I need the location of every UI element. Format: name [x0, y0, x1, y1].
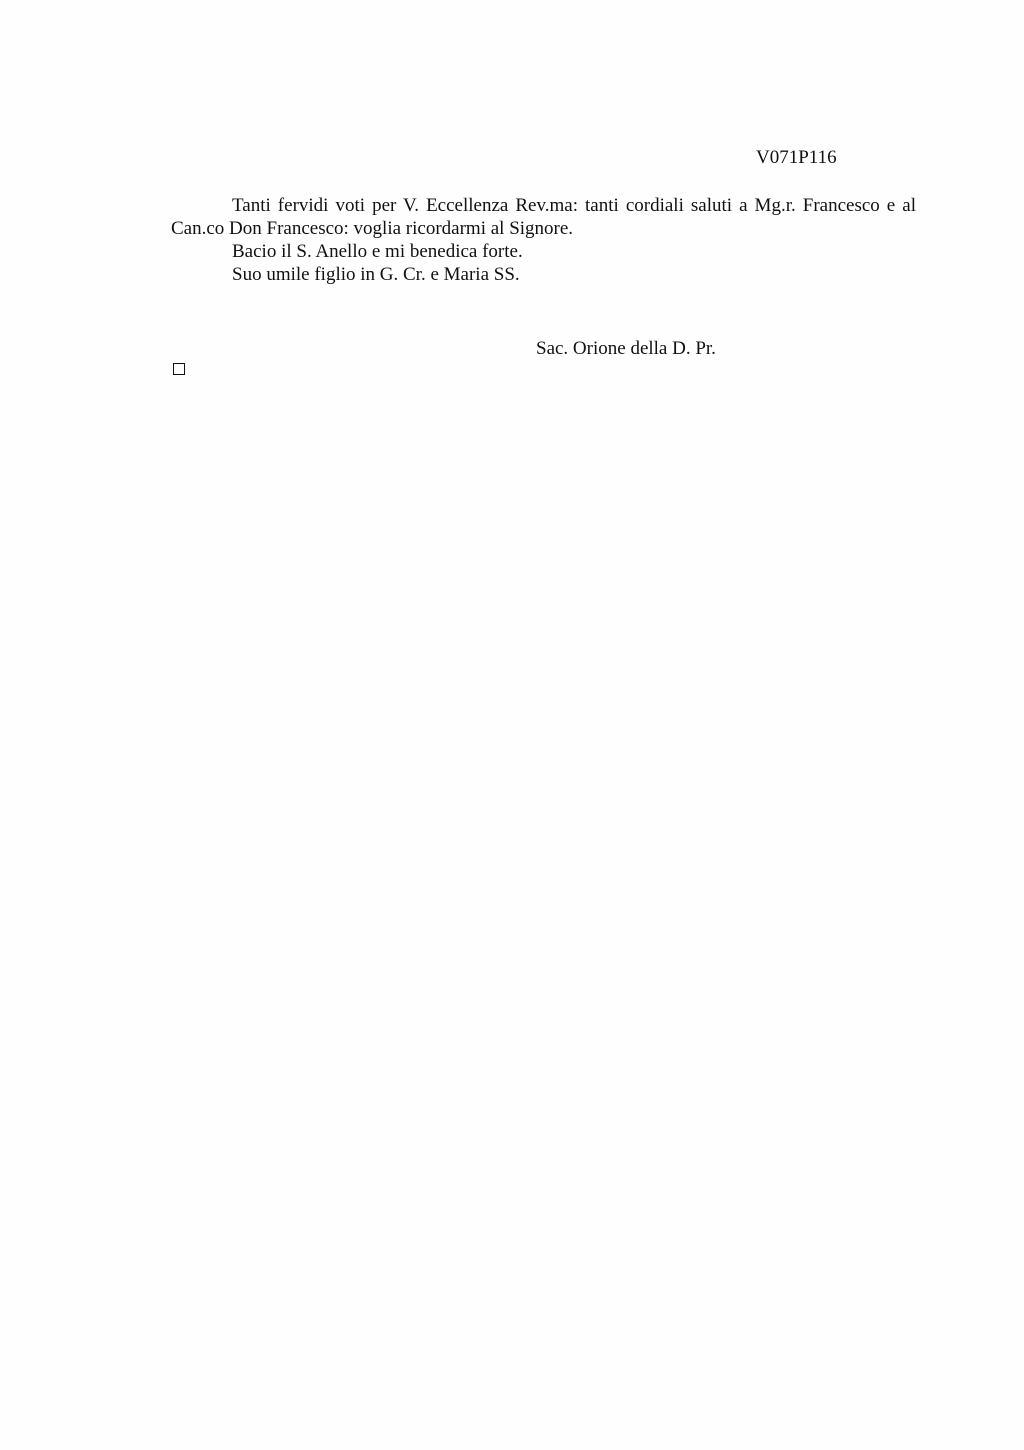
paragraph-greetings: Tanti fervidi voti per V. Eccellenza Rev.ma: tanti cordiali saluti a Mg.r. Francesco e al Can.co Don Francesco: voglia ricordarmi al Signore. — [171, 195, 916, 239]
empty-square-icon — [173, 363, 185, 375]
signature: Sac. Orione della D. Pr. — [536, 338, 716, 359]
paragraph-closing: Suo umile figlio in G. Cr. e Maria SS. — [232, 264, 520, 285]
page-code: V071P116 — [756, 147, 837, 168]
letter-body — [171, 194, 916, 286]
paragraph-blessing: Bacio il S. Anello e mi benedica forte. — [232, 241, 523, 262]
